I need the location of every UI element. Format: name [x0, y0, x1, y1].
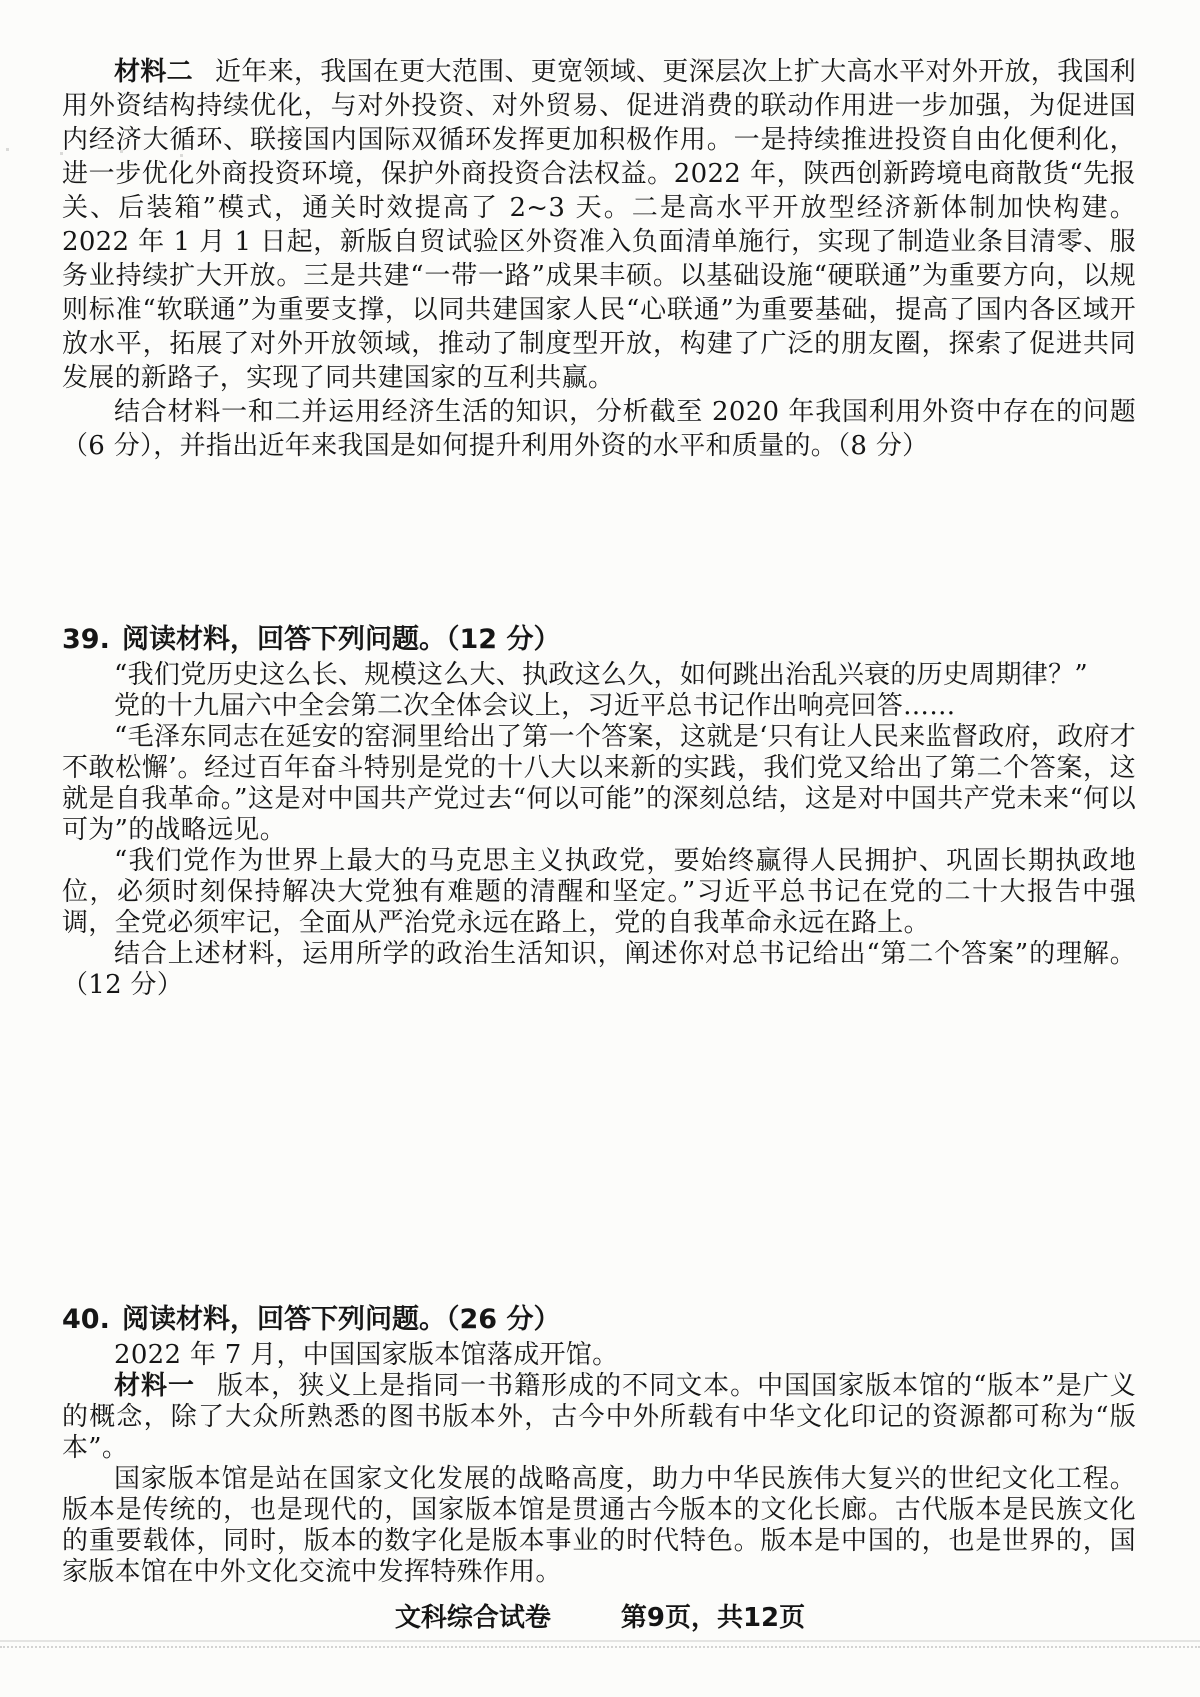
question-40-heading — [62, 1302, 1136, 1338]
material-2-text: 近年来，我国在更大范围、更宽领域、更深层次上扩大高水平对外开放，我国利用外资结构持续优化，与对外投资、对外贸易、促进消费的联动作用进一步加强，为促进国内经济大循环、联接国内国际双循环发挥更加积极作用。一是持续推进投资自由化便利化，进一步优化外商投资环境，保护外商投资合法权益。2022 年，陕西创新跨境电商散货“先报关、后装箱”模式，通关时效提高了 2~3 天。二是高水平开放型经济新体制加快构建。2022 年 1 月 1 日起，新版自贸试验区外资准入负面清单施行，实现了制造业条目清零、服务业持续扩大开放。三是共建“一带一路”成果丰硕。以基础设施“硬联通”为重要方向，以规则标准“软联通”为重要支撑，以同共建国家人民“心联通”为重要基础，提高了国内各区域开放水平，拓展了对外开放领域，推动了制度型开放，构建了广泛的朋友圈，探索了促进共同发展的新路子，实现了同共建国家的互利共赢。 — [62, 57, 1136, 393]
scan-smear — [0, 1640, 1200, 1642]
page-footer — [0, 1602, 1200, 1634]
question-39-paragraph: “我们党作为世界上最大的马克思主义执政党，要始终赢得人民拥护、巩固长期执政地位，必须时刻保持解决大党独有难题的清醒和坚定。”习近平总书记在党的二十大报告中强调，全党必须牢记，全面从严治党永远在路上，党的自我革命永远在路上。 — [62, 846, 1136, 938]
question-39-task: 结合上述材料，运用所学的政治生活知识，阐述你对总书记给出“第二个答案”的理解。（12 分） — [62, 939, 1136, 1000]
scan-speck — [6, 148, 9, 151]
material-1-text: 版本，狭义上是指同一书籍形成的不同文本。中国国家版本馆的“版本”是广义的概念，除了大众所熟悉的图书版本外，古今中外所载有中华文化印记的资源都可称为“版本”。 — [62, 1371, 1136, 1463]
question-39-number: 39. — [62, 624, 110, 655]
paper-title: 文科综合试卷 — [394, 1603, 551, 1633]
question-39-paragraph: “毛泽东同志在延安的窑洞里给出了第一个答案，这就是‘只有让人民来监督政府，政府才不敢松懈’。经过百年奋斗特别是党的十八大以来新的实践，我们党又给出了第二个答案，这就是自我革命。”这是对中国共产党过去“何以可能”的深刻总结，这是对中国共产党未来“何以可为”的战略远见。 — [62, 722, 1136, 845]
question-40-title: 阅读材料，回答下列问题。（26 分） — [121, 1304, 561, 1335]
question-39-heading — [62, 622, 1136, 658]
material-2-label: 材料二 — [114, 57, 193, 87]
page-number: 第9页，共12页 — [620, 1603, 806, 1633]
section-question-40 — [62, 1302, 1136, 1588]
material-2-paragraph — [62, 55, 1136, 395]
material-1-paragraph — [62, 1371, 1136, 1464]
question-40-number: 40. — [62, 1304, 110, 1335]
question-39-paragraph: “我们党历史这么长、规模这么大、执政这么久，如何跳出治乱兴衰的历史周期律？” — [114, 660, 1088, 690]
bottom-dotted-rule — [0, 1646, 1200, 1648]
material-1-label: 材料一 — [114, 1371, 196, 1401]
section-question-39 — [62, 622, 1136, 1001]
material-2-question: 结合材料一和二并运用经济生活的知识，分析截至 2020 年我国利用外资中存在的问题（6 分），并指出近年来我国是如何提升利用外资的水平和质量的。（8 分） — [62, 397, 1136, 461]
question-39-paragraph: 党的十九届六中全会第二次全体会议上，习近平总书记作出响亮回答…… — [114, 691, 956, 721]
question-40-paragraph: 国家版本馆是站在国家文化发展的战略高度，助力中华民族伟大复兴的世纪文化工程。版本是传统的，也是现代的，国家版本馆是贯通古今版本的文化长廊。古代版本是民族文化的重要载体，同时，版本的数字化是版本事业的时代特色。版本是中国的，也是世界的，国家版本馆在中外文化交流中发挥特殊作用。 — [62, 1464, 1136, 1587]
section-material-2 — [62, 55, 1136, 463]
question-39-title: 阅读材料，回答下列问题。（12 分） — [121, 624, 561, 655]
question-40-intro: 2022 年 7 月，中国国家版本馆落成开馆。 — [114, 1340, 619, 1370]
